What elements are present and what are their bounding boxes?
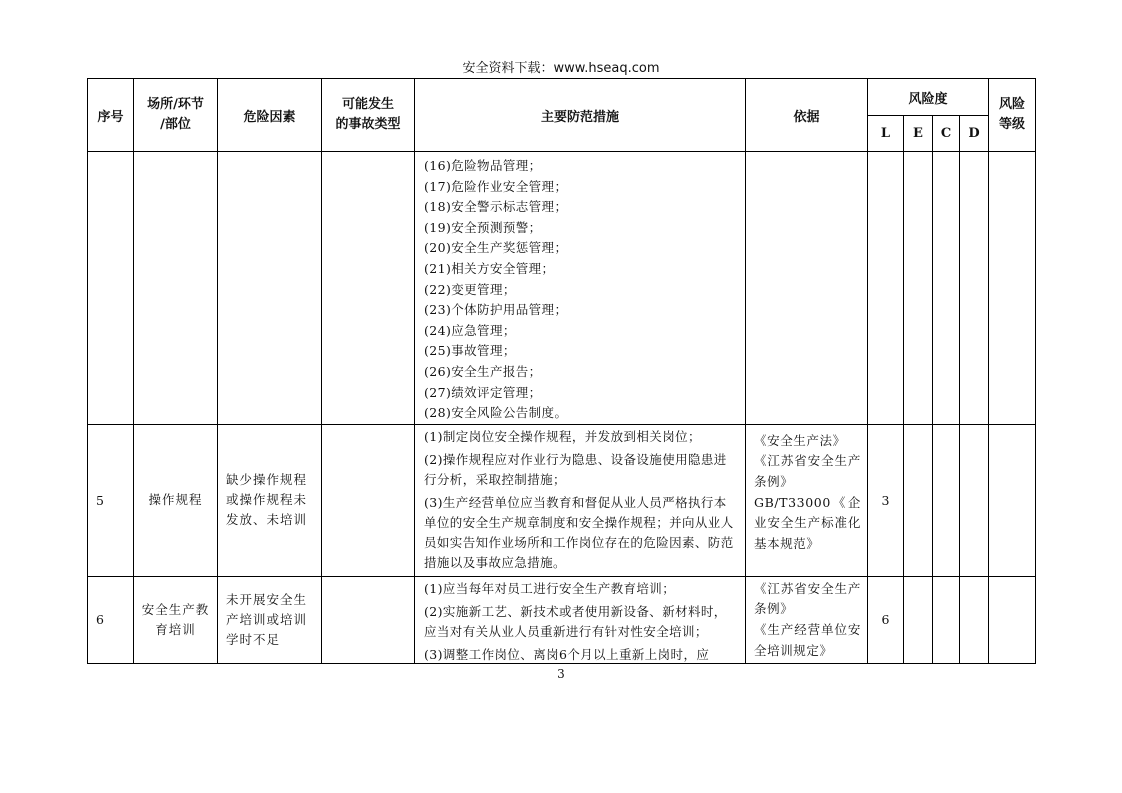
measure-item: (18)安全警示标志管理； (424, 199, 568, 215)
cell-measures (415, 152, 746, 425)
cell-location (134, 424, 218, 576)
cell-accident (322, 424, 415, 576)
cell-C (933, 152, 960, 425)
cell-location (134, 576, 218, 663)
measure-item: (3)生产经营单位应当教育和督促从业人员严格执行本单位的安全生产规章制度和安全操作规程；并向从业人员如实告知作业场所和工作岗位存在的危险因素、防范措施以及事故应急措施。 (424, 494, 734, 570)
cell-risk-level (989, 576, 1036, 663)
header-risk-level (989, 79, 1036, 152)
cell-D (960, 576, 989, 663)
page-number: 3 (557, 667, 565, 681)
measure-item: (2)操作规程应对作业行为隐患、设备设施使用隐患进行分析，采取控制措施； (424, 451, 727, 487)
cell-seq: 6 (88, 576, 134, 663)
measure-item: (23)个体防护用品管理； (424, 302, 568, 318)
cell-L (868, 152, 904, 425)
measure-item: (28)安全风险公告制度。 (424, 405, 568, 421)
header-risk-level-line1: 风险 (999, 97, 1026, 112)
measure-item: (27)绩效评定管理； (424, 384, 542, 400)
cell-C (933, 424, 960, 576)
header-hazard: 危险因素 (218, 79, 322, 152)
cell-hazard (218, 424, 322, 576)
measures-list (415, 152, 745, 424)
cell-basis (746, 424, 868, 576)
measure-item: (24)应急管理； (424, 322, 516, 338)
header-accident-line2: 的事故类型 (335, 117, 401, 132)
table-row-continued (88, 152, 1036, 425)
cell-basis (746, 152, 868, 425)
cell-C (933, 576, 960, 663)
header-L: L (868, 116, 904, 152)
header-accident-type (322, 79, 415, 152)
basis-item: 《江苏省安全生产条例》 (754, 580, 861, 617)
header-E: E (904, 116, 933, 152)
cell-measures (415, 576, 746, 663)
header-measures: 主要防范措施 (415, 79, 746, 152)
cell-basis (746, 576, 868, 663)
measure-item: (2)实施新工艺、新技术或者使用新设备、新材料时，应当对有关从业人员重新进行有针对性安全培训； (424, 603, 727, 639)
hazard-text: 缺少操作规程或操作规程未发放、未培训 (226, 472, 308, 528)
measures-list (415, 425, 745, 573)
cell-D (960, 424, 989, 576)
header-accident-line1: 可能发生 (341, 97, 394, 112)
cell-D (960, 152, 989, 425)
cell-seq (88, 152, 134, 425)
header-C: C (933, 116, 960, 152)
cell-risk-level (989, 152, 1036, 425)
hazard-text: 未开展安全生产培训或培训学时不足 (226, 591, 308, 647)
location-text: 安全生产教育培训 (141, 601, 210, 637)
table-row (88, 424, 1036, 576)
basis-list (746, 425, 867, 555)
header-risk-level-line2: 等级 (999, 117, 1026, 132)
header-seq: 序号 (88, 79, 134, 152)
cell-location (134, 152, 218, 425)
page-header: 安全资料下载：www.hseaq.com (462, 61, 660, 76)
cell-E (904, 576, 933, 663)
header-location-line1: 场所/环节 (147, 97, 204, 112)
cell-hazard (218, 576, 322, 663)
table-row (88, 576, 1036, 663)
measure-item: (21)相关方安全管理； (424, 260, 555, 276)
measure-item: (25)事故管理； (424, 343, 516, 359)
basis-item: 《生产经营单位安全培训规定》 (754, 621, 861, 658)
measures-list (415, 577, 745, 663)
cell-hazard (218, 152, 322, 425)
cell-accident (322, 152, 415, 425)
location-text: 操作规程 (148, 492, 203, 508)
cell-measures (415, 424, 746, 576)
cell-E (904, 424, 933, 576)
measure-item: (26)安全生产报告； (424, 363, 542, 379)
basis-item: 《江苏省安全生产条例》 (754, 453, 861, 489)
basis-item: GB/T33000《企业安全生产标准化基本规范》 (754, 494, 861, 551)
measure-item: (16)危险物品管理； (424, 158, 542, 173)
header-row-top (88, 79, 1036, 116)
risk-assessment-table (87, 78, 1036, 664)
measure-item: (17)危险作业安全管理； (424, 178, 568, 194)
cell-accident (322, 576, 415, 663)
header-location-line2: /部位 (160, 117, 191, 132)
cell-E (904, 152, 933, 425)
measure-item: (19)安全预测预警； (424, 219, 542, 235)
measure-item: (1)制定岗位安全操作规程，并发放到相关岗位； (424, 428, 701, 444)
measure-item: (20)安全生产奖惩管理； (424, 240, 568, 256)
basis-list (746, 577, 867, 661)
basis-item: 《安全生产法》 (754, 432, 846, 448)
cell-L: 6 (868, 576, 904, 663)
measure-item: (1)应当每年对员工进行安全生产教育培训； (424, 580, 676, 596)
measure-item: (3)调整工作岗位、离岗6个月以上重新上岗时，应 (424, 646, 710, 662)
cell-L: 3 (868, 424, 904, 576)
header-D: D (960, 116, 989, 152)
header-basis: 依据 (746, 79, 868, 152)
measure-item: (22)变更管理； (424, 281, 516, 297)
cell-seq: 5 (88, 424, 134, 576)
header-risk-degree: 风险度 (868, 79, 989, 116)
cell-risk-level (989, 424, 1036, 576)
header-location (134, 79, 218, 152)
